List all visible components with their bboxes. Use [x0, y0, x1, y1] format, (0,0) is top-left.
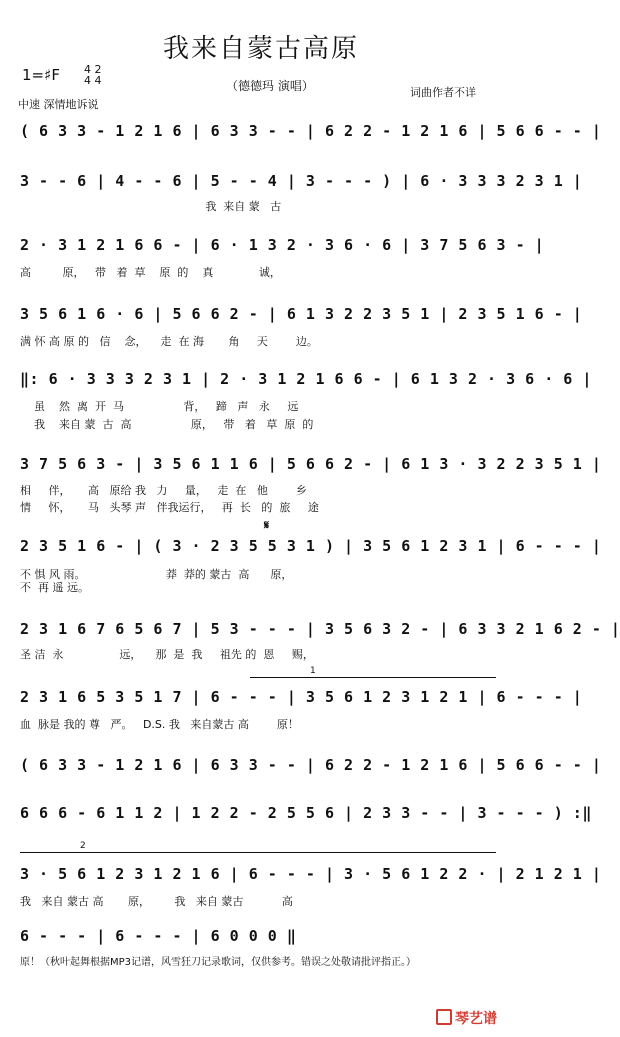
segno-mark: 𝄋	[264, 518, 270, 532]
time-signature-bottom: 4 4	[84, 74, 102, 87]
lyric-line: 圣 洁 永 远， 那 是 我 祖先 的 恩 赐，	[20, 648, 314, 661]
tempo-marking: 中速 深情地诉说	[18, 98, 99, 111]
score-line: ( 6 3 3 - 1 2 1 6 | 6 3 3 - - | 6 2 2 - 1 2 1 6 | 5 6 6 - - |	[20, 756, 602, 774]
singer-credit: （德德玛 演唱）	[226, 79, 314, 93]
lyric-line: 血 脉是 我的 尊 严。 D.S. 我 来自蒙古 高 原！	[20, 718, 299, 731]
lyric-line: 原！（秋叶起舞根据MP3记谱，风雪狂刀记录歌词，仅供参考。错误之处敬请批评指正。）	[20, 957, 417, 968]
score-line: ‖: 6 · 3 3 3 2 3 1 | 2 · 3 1 2 1 6 6 - | 6 1 3 2 · 3 6 · 6 |	[20, 370, 592, 388]
lyric-line: 不 惧 风 雨。 莽 莽的 蒙古 高 原，	[20, 568, 293, 581]
time-signature-top: 4 2	[84, 63, 102, 76]
lyric-line: 高 原， 带 着 草 原 的 真 诚，	[20, 266, 281, 279]
lyric-line: 我 来自 蒙 古	[20, 200, 282, 213]
score-line: 6 - - - | 6 - - - | 6 0 0 0 ‖	[20, 927, 297, 945]
lyric-line: 不 再 遥 远。	[20, 581, 89, 594]
score-line: 2 3 1 6 7 6 5 6 7 | 5 3 - - - | 3 5 6 3 2 - | 6 3 3 2 1 6 2 - |	[20, 620, 620, 638]
score-line: 3 5 6 1 6 · 6 | 5 6 6 2 - | 6 1 3 2 2 3 5 1 | 2 3 5 1 6 - |	[20, 305, 583, 323]
score-line: 3 - - 6 | 4 - - 6 | 5 - - 4 | 3 - - - ) | 6 · 3 3 3 2 3 1 |	[20, 172, 583, 190]
volta-bracket-1	[250, 666, 496, 678]
volta-bracket-2	[20, 841, 496, 853]
score-line: 6 6 6 - 6 1 1 2 | 1 2 2 - 2 5 5 6 | 2 3 3 - - | 3 - - - ) :‖	[20, 804, 592, 822]
lyric-line: 我 来自 蒙古 高 原， 我 来自 蒙古 高	[20, 895, 293, 908]
volta-number: 2	[80, 841, 86, 851]
key-signature: 1=♯F	[22, 66, 60, 84]
composer-credit: 词曲作者不详	[410, 86, 476, 99]
lyric-line: 虽 然 离 开 马 背， 蹄 声 永 远	[20, 400, 299, 413]
score-line: 2 3 5 1 6 - | ( 3 · 2 3 5 5 3 1 ) | 3 5 6 1 2 3 1 | 6 - - - |	[20, 537, 602, 555]
logo-icon	[436, 1009, 452, 1025]
page-title: 我来自蒙古高原	[162, 34, 359, 64]
score-line: 2 · 3 1 2 1 6 6 - | 6 · 1 3 2 · 3 6 · 6 | 3 7 5 6 3 - |	[20, 236, 545, 254]
lyric-line: 情 怀， 马 头琴 声 伴我运行， 再 长 的 旅 途	[20, 501, 319, 514]
lyric-line: 相 伴， 高 原给 我 力 量， 走 在 他 乡	[20, 484, 307, 497]
lyric-line: 满 怀 高 原 的 信 念， 走 在 海 角 天 边。	[20, 335, 318, 348]
site-logo	[436, 1008, 497, 1028]
score-line: 3 · 5 6 1 2 3 1 2 1 6 | 6 - - - | 3 · 5 6 1 2 2 · | 2 1 2 1 |	[20, 865, 602, 883]
score-line: ( 6 3 3 - 1 2 1 6 | 6 3 3 - - | 6 2 2 - 1 2 1 6 | 5 6 6 - - |	[20, 122, 602, 140]
volta-number: 1	[310, 666, 316, 676]
time-signature	[84, 64, 102, 86]
score-line: 2 3 1 6 5 3 5 1 7 | 6 - - - | 3 5 6 1 2 3 1 2 1 | 6 - - - |	[20, 688, 583, 706]
lyric-line: 我 来自 蒙 古 高 原， 带 着 草 原 的	[20, 418, 314, 431]
score-line: 3 7 5 6 3 - | 3 5 6 1 1 6 | 5 6 6 2 - | 6 1 3 · 3 2 2 3 5 1 |	[20, 455, 602, 473]
logo-text: 琴艺谱	[455, 1011, 497, 1027]
